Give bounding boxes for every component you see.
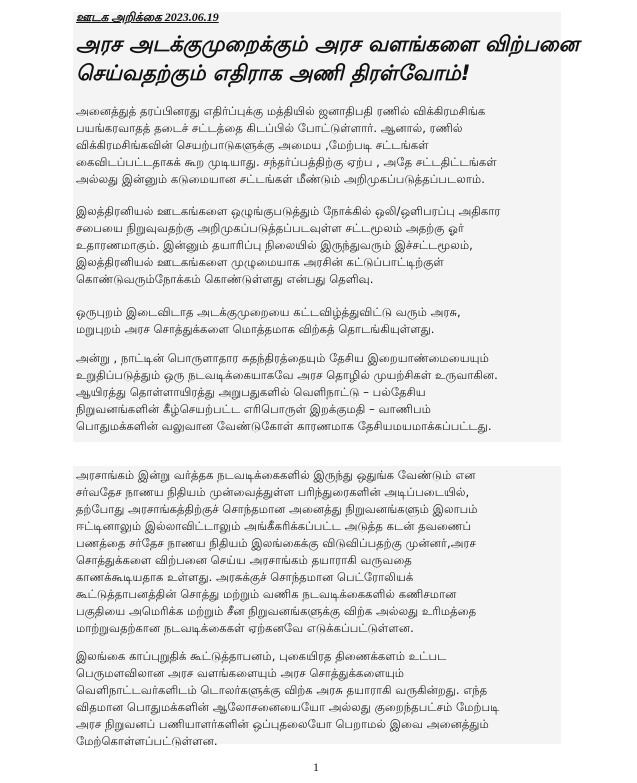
text-line: உதாரணமாகும். இன்னும் தயாரிப்பு நிலையில் இருந்துவரும் இச்சட்டமூலம்,: [76, 238, 473, 252]
text-line: உறுதிப்படுத்தும் ஒரு நடவடிக்கையாகவே அரச தொழில் முயற்சிகள் உருவாகின.: [76, 368, 498, 382]
text-line: மாற்றுவதற்கான நடவடிக்கைகள் ஏற்கனவே எடுக்கப்பட்டுள்ளன.: [76, 621, 414, 635]
text-line: அரச நிறுவனப் பணியாளர்களின் ஒப்புதலையோ பெறாமல் இவை அனைத்தும்: [76, 717, 489, 731]
text-line: அன்று , நாட்டின் பொருளாதார சுதந்திரத்தையும் தேசிய இறையாண்மையையும்: [76, 351, 489, 365]
text-line: நிறுவனங்களின் கீழ்செயற்பட்ட எரிபொருள் இறக்குமதி – வாணிபம்: [76, 402, 431, 416]
text-line: சர்வதேச நாணய நிதியம் முன்வைத்துள்ள பரிந்துரைகளின் அடிப்படையில்,: [76, 485, 470, 499]
text-line: பொதுமக்களின் வலுவான வேண்டுகோள் காரணமாக தேசியமயமாக்கப்பட்டது.: [76, 419, 492, 433]
text-line: இலங்கை காப்புறுதிக் கூட்டுத்தாபனம், புகையிரத திணைக்களம் உட்பட: [76, 649, 447, 663]
text-line: பணத்தை சர்தேச நாணய நிதியம் இலங்கைக்கு விடுவிப்பதற்கு முன்னர்,அரச: [76, 536, 476, 550]
text-line: விதமான பொதுமக்களின் ஆலோசனையையோ அல்லது குறைந்தபட்சம் மேற்படி: [76, 700, 500, 714]
text-line: ஈட்டினாலும் இல்லாவிட்டாலும் அங்கீகரிக்கப்பட்ட அடுத்த கடன் தவணைப்: [76, 519, 472, 533]
text-line: தற்போது அரசாங்கத்திற்குச் சொந்தமான அனைத்து நிறுவனங்களும் இலாபம்: [76, 502, 478, 516]
text-line: அல்லது இன்னும் கடுமையான சட்டங்கள் மீண்டும் அறிமுகப்படுத்தப்படலாம்.: [76, 172, 485, 186]
title-line: செய்வதற்கும் எதிராக அணி திரள்வோம்!: [76, 61, 471, 85]
paragraph-6: [76, 648, 566, 750]
text-line: விக்கிரமசிங்கவின் செயற்பாடுகளுக்கு அமைய ,மேற்படி சட்டங்கள்: [76, 138, 429, 152]
text-line: கைவிடப்பட்டதாகக் கூற முடியாது. சந்தர்ப்பத்திற்கு ஏற்ப , அதே சட்டதிட்டங்கள்: [76, 155, 497, 169]
text-line: இலத்திரனியல் ஊடகங்களை ஒழுங்குபடுத்தும் நோக்கில் ஒலி/ஒளிபரப்பு அதிகார: [76, 204, 501, 218]
paragraph-3: [76, 304, 566, 338]
media-release-date: ஊடக அறிக்கை 2023.06.19: [76, 10, 219, 24]
text-line: பகுதியை அமெரிக்க மற்றும் சீன நிறுவனங்களுக்கு விற்க அல்லது உரிமத்தை: [76, 604, 477, 618]
paragraph-5: [76, 467, 566, 637]
text-line: ஒருபுறம் இடைவிடாத அடக்குமுறையை கட்டவிழ்த்துவிட்டு வரும் அரசு,: [76, 305, 461, 319]
text-line: மேற்கொள்ளப்பட்டுள்ளன.: [76, 734, 218, 748]
text-line: கூட்டுத்தாபனத்தின் சொத்து மற்றும் வணிக நடவடிக்கைகளில் கணிசமான: [76, 587, 457, 601]
text-line: அரசாங்கம் இன்று வர்த்தக நடவடிக்கைகளில் இருந்து ஒதுங்க வேண்டும் என: [76, 468, 476, 482]
text-line: சபையை நிறுவுவதற்கு அறிமுகப்படுத்தப்படவுள்ள சட்டமூலம் அதற்கு ஓர்: [76, 221, 464, 235]
text-line: வெளிநாட்டவர்களிடம் டொலர்களுக்கு விற்க அரசு தயாராகி வருகின்றது. எந்த: [76, 683, 488, 697]
paragraph-1: [76, 103, 566, 188]
text-line: பெருமளவிலான அரச வளங்களையும் அரச சொத்துக்களையும்: [76, 666, 405, 680]
page-title: [76, 30, 579, 88]
page-number: 1: [313, 760, 319, 774]
text-line: இலத்திரனியல் ஊடகங்களை முழுமையாக அரசின் கட்டுப்பாட்டிற்குள்: [76, 255, 444, 269]
paragraph-4: [76, 350, 566, 435]
text-line: காணக்கூடியதாக உள்ளது. அரசுக்குச் சொந்தமான பெட்ரோலியக்: [76, 570, 414, 584]
text-line: மறுபுறம் அரச சொத்துக்களை மொத்தமாக விற்கத் தொடங்கியுள்ளது.: [76, 322, 435, 336]
text-line: கொண்டுவரும்நோக்கம் கொண்டுள்ளது என்பது தெளிவு.: [76, 272, 374, 286]
text-line: சொத்துக்களை விற்பனை செய்ய அரசாங்கம் தயாராகி வருவதை: [76, 553, 412, 567]
text-line: அனைத்துத் தரப்பினரது எதிர்ப்புக்கு மத்தியில் ஜனாதிபதி ரணில் விக்கிரமசிங்க: [76, 104, 486, 118]
paragraph-2: [76, 203, 566, 288]
text-line: ஆயிரத்து தொள்ளாயிரத்து அறுபதுகளில் வெளிநாட்டு – பல்தேசிய: [76, 385, 426, 399]
text-line: பயங்கரவாதத் தடைச் சட்டத்தை கிடப்பில் போட்டுள்ளார். ஆனால், ரணில்: [76, 121, 463, 135]
title-line: அரச அடக்குமுறைக்கும் அரச வளங்களை விற்பனை: [76, 32, 579, 56]
